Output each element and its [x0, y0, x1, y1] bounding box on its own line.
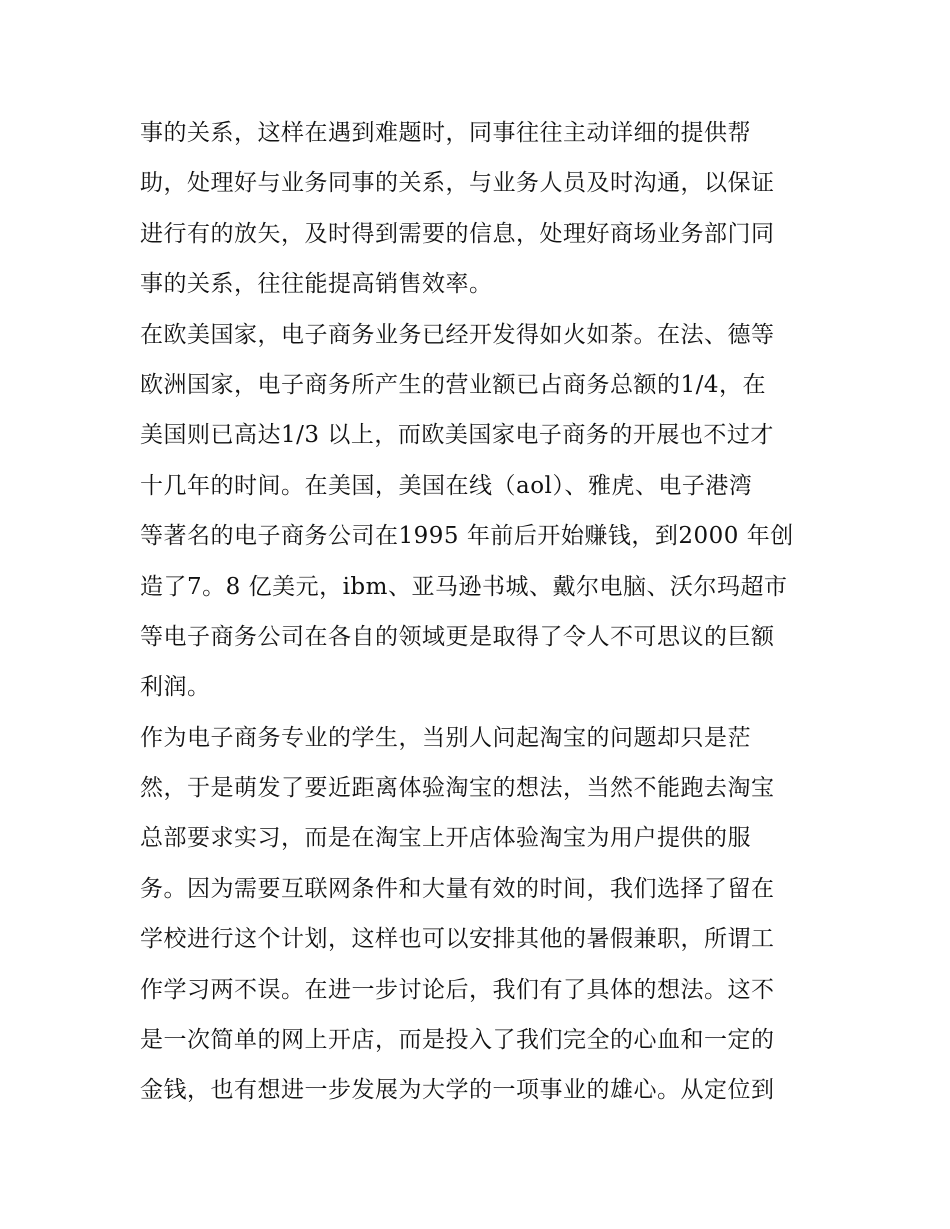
text-line: 利润。: [140, 674, 211, 701]
text-line: 欧洲国家，电子商务所产生的营业额已占商务总额的1/4，在: [140, 371, 767, 398]
text-line: 十几年的时间。在美国，美国在线（aol）、雅虎、电子港湾: [140, 472, 753, 499]
text-line: 等电子商务公司在各自的领域更是取得了令人不可思议的巨额: [140, 623, 775, 650]
text-line: 然，于是萌发了要近距离体验淘宝的想法，当然不能跑去淘宝: [140, 775, 775, 802]
text-line: 务。因为需要互联网条件和大量有效的时间，我们选择了留在: [140, 875, 775, 902]
text-line: 事的关系，这样在遇到难题时，同事往往主动详细的提供帮: [140, 120, 751, 146]
text-line: 金钱，也有想进一步发展为大学的一项事业的雄心。从定位到: [140, 1077, 775, 1104]
document-body: [140, 108, 815, 1116]
text-line: 在欧美国家，电子商务业务已经开发得如火如荼。在法、德等: [140, 321, 775, 348]
text-line: 助，处理好与业务同事的关系，与业务人员及时沟通，以保证: [140, 170, 775, 197]
text-line: 等著名的电子商务公司在1995 年前后开始赚钱，到2000 年创: [140, 523, 794, 550]
text-line: 学校进行这个计划，这样也可以安排其他的暑假兼职，所谓工: [140, 926, 775, 953]
text-line: 造了7。8 亿美元，ibm、亚马逊书城、戴尔电脑、沃尔玛超市: [140, 573, 788, 600]
text-line: 事的关系，往往能提高销售效率。: [140, 271, 493, 298]
text-line: 总部要求实习，而是在淘宝上开店体验淘宝为用户提供的服: [140, 825, 751, 852]
text-line: 作学习两不误。在进一步讨论后，我们有了具体的想法。这不: [140, 976, 775, 1003]
text-line: 美国则已高达1/3 以上，而欧美国家电子商务的开展也不过才: [140, 422, 774, 449]
text-line: 进行有的放矢，及时得到需要的信息，处理好商场业务部门同: [140, 220, 775, 247]
text-line: 是一次简单的网上开店，而是投入了我们完全的心血和一定的: [140, 1027, 775, 1054]
text-line: 作为电子商务专业的学生，当别人问起淘宝的问题却只是茫: [140, 724, 751, 751]
